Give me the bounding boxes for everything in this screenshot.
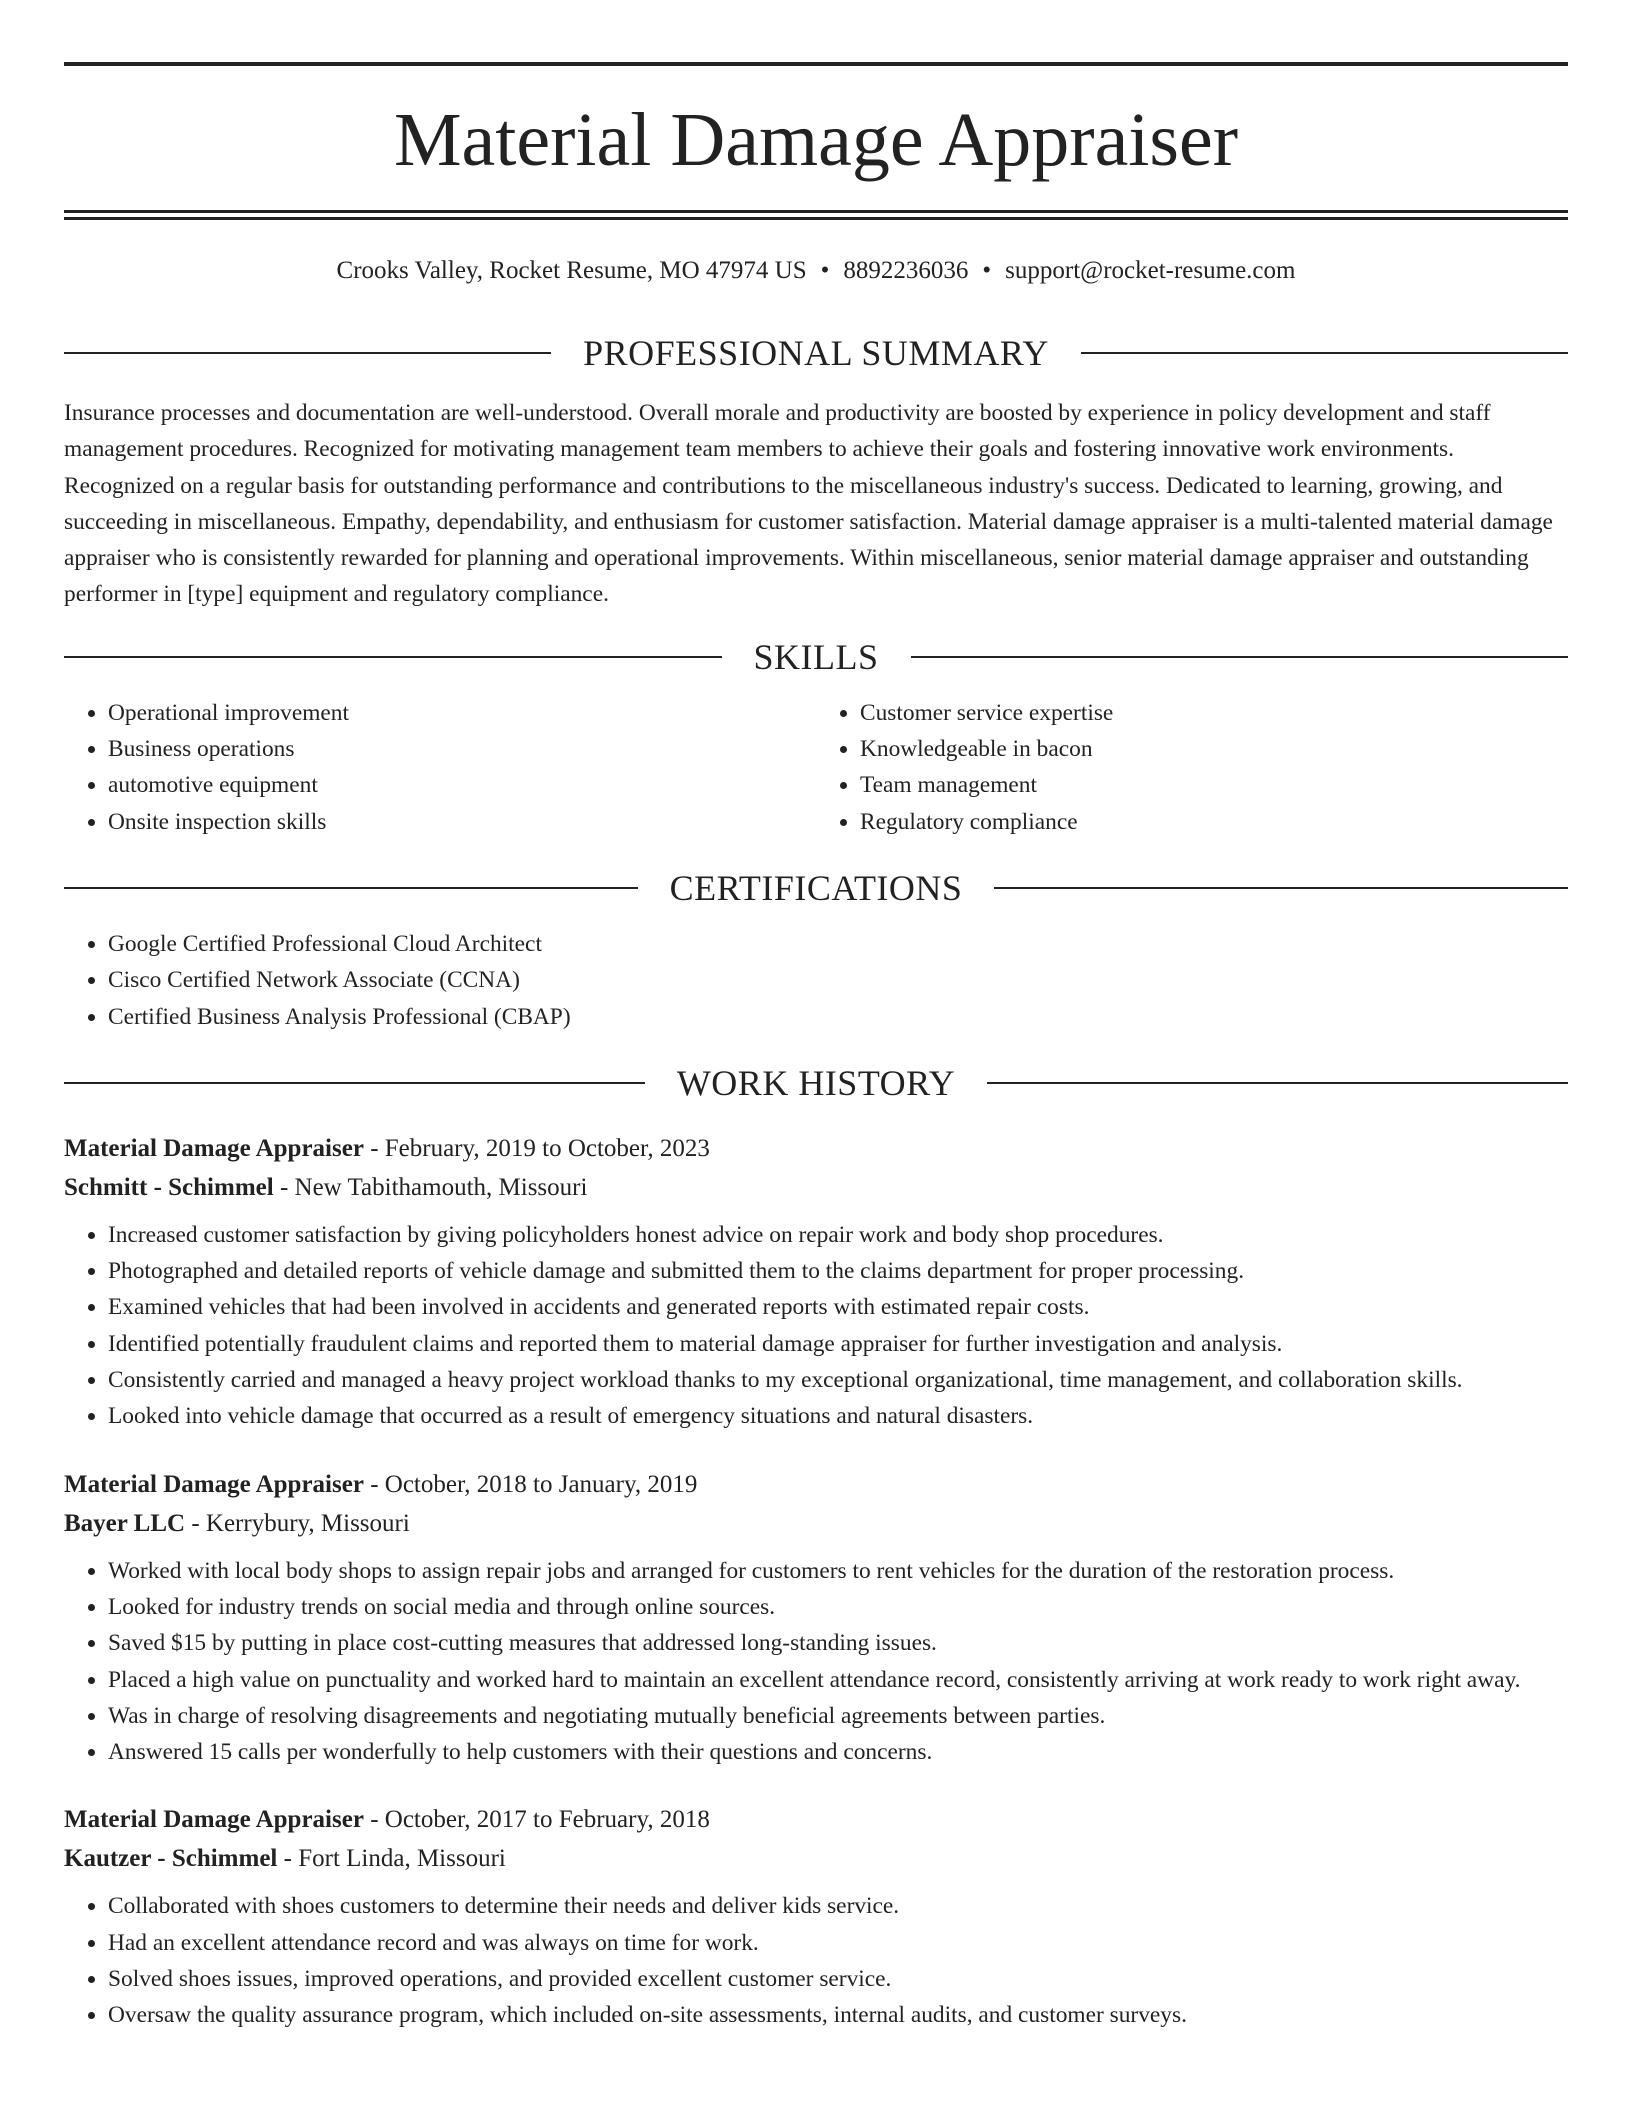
job-entry	[64, 1129, 1568, 1435]
job-bullet: • Had an excellent attendance record and was always on time for work.	[108, 1925, 1568, 1961]
certifications-list	[64, 926, 1568, 1035]
job-title-line	[64, 1129, 1568, 1168]
job-dates: - October, 2017 to February, 2018	[363, 1806, 710, 1834]
job-bullet: • Consistently carried and managed a heavy project workload thanks to my exceptional organizational, time management, and collaboration skills.	[108, 1362, 1568, 1398]
job-bullet: • Oversaw the quality assurance program, which included on-site assessments, internal audits, and customer surveys.	[108, 1997, 1568, 2033]
job-bullets	[64, 1553, 1568, 1771]
skills-list-left	[64, 695, 816, 840]
job-company: Bayer LLC	[64, 1509, 186, 1537]
section-title-certifications-text: CERTIFICATIONS	[669, 867, 963, 908]
contact-separator: •	[820, 257, 830, 284]
job-bullet: • Was in charge of resolving disagreements and negotiating mutually beneficial agreements between parties.	[108, 1698, 1568, 1734]
job-company: Kautzer - Schimmel	[64, 1845, 278, 1873]
section-title-summary	[64, 335, 1568, 371]
job-bullet: • Identified potentially fraudulent claims and reported them to material damage appraiser for further investigation and analysis.	[108, 1326, 1568, 1362]
job-bullet: • Increased customer satisfaction by giving policyholders honest advice on repair work and body shop procedures.	[108, 1217, 1568, 1253]
section-title-summary-text: PROFESSIONAL SUMMARY	[583, 333, 1049, 373]
skill-item: • Customer service expertise	[860, 695, 1568, 731]
section-title-work-history	[64, 1062, 1568, 1103]
skills-columns	[64, 695, 1568, 840]
certification-item: • Certified Business Analysis Professional (CBAP)	[108, 999, 1568, 1035]
job-role: Material Damage Appraiser	[64, 1806, 364, 1834]
contact-address: Crooks Valley, Rocket Resume, MO 47974 US	[336, 257, 807, 284]
job-bullet: • Saved $15 by putting in place cost-cutting measures that addressed long-standing issues.	[108, 1625, 1568, 1661]
job-bullet: • Collaborated with shoes customers to determine their needs and deliver kids service.	[108, 1888, 1568, 1924]
section-title-skills	[64, 636, 1568, 677]
job-location: - New Tabithamouth, Missouri	[273, 1173, 588, 1201]
job-entry	[64, 1800, 1568, 2033]
job-location: - Kerrybury, Missouri	[185, 1509, 410, 1537]
skill-item: • Team management	[860, 767, 1568, 803]
job-bullet: • Answered 15 calls per wonderfully to help customers with their questions and concerns.	[108, 1734, 1568, 1770]
job-company: Schmitt - Schimmel	[64, 1173, 274, 1201]
section-title-skills-text: SKILLS	[753, 636, 879, 677]
job-company-line	[64, 1839, 1568, 1878]
job-bullet: • Examined vehicles that had been involved in accidents and generated reports with estimated repair costs.	[108, 1289, 1568, 1325]
job-title-line	[64, 1800, 1568, 1839]
skill-item: • Business operations	[108, 731, 816, 767]
job-bullet: • Looked for industry trends on social media and through online sources.	[108, 1589, 1568, 1625]
contact-phone: 8892236036	[843, 257, 969, 284]
contact-separator: •	[982, 257, 992, 284]
job-bullet: • Photographed and detailed reports of vehicle damage and submitted them to the claims department for proper processing.	[108, 1253, 1568, 1289]
top-rule	[64, 62, 1568, 66]
job-bullet: • Looked into vehicle damage that occurred as a result of emergency situations and natural disasters.	[108, 1398, 1568, 1434]
skill-item: • Knowledgeable in bacon	[860, 731, 1568, 767]
contact-email: support@rocket-resume.com	[1005, 257, 1296, 284]
skill-item: • Operational improvement	[108, 695, 816, 731]
job-bullets	[64, 1217, 1568, 1435]
summary-text: Insurance processes and documentation are well-understood. Overall morale and productivity are boosted by experience in policy development and staff management procedures. Recognized for motivating management team members to achieve their goals and fostering innovative work environments. Recognized on a regular basis for outstanding performance and contributions to the miscellaneous industry's success. Dedicated to learning, growing, and succeeding in miscellaneous. Empathy, dependability, and enthusiasm for customer satisfaction. Material damage appraiser is a multi-talented material damage appraiser who is consistently rewarded for planning and operational improvements. Within miscellaneous, senior material damage appraiser and outstanding performer in [type] equipment and regulatory compliance.	[64, 400, 1553, 608]
job-role: Material Damage Appraiser	[64, 1134, 364, 1162]
certification-item: • Cisco Certified Network Associate (CCNA)	[108, 962, 1568, 998]
job-location: - Fort Linda, Missouri	[277, 1845, 506, 1873]
job-role: Material Damage Appraiser	[64, 1470, 364, 1498]
contact-line	[64, 258, 1568, 283]
job-dates: - February, 2019 to October, 2023	[363, 1134, 710, 1162]
skills-list-right	[816, 695, 1568, 840]
job-company-line	[64, 1504, 1568, 1543]
job-entry	[64, 1465, 1568, 1771]
job-bullet: • Solved shoes issues, improved operations, and provided excellent customer service.	[108, 1961, 1568, 1997]
skill-item: • Onsite inspection skills	[108, 804, 816, 840]
job-bullet: • Worked with local body shops to assign repair jobs and arranged for customers to rent vehicles for the duration of the restoration process.	[108, 1553, 1568, 1589]
job-bullet: • Placed a high value on punctuality and worked hard to maintain an excellent attendance record, consistently arriving at work ready to work right away.	[108, 1662, 1568, 1698]
job-title-line	[64, 1465, 1568, 1504]
job-bullets	[64, 1888, 1568, 2033]
job-company-line	[64, 1168, 1568, 1207]
name-double-rule	[64, 210, 1568, 220]
candidate-name: Material Damage Appraiser	[393, 98, 1239, 182]
job-dates: - October, 2018 to January, 2019	[363, 1470, 698, 1498]
section-title-certifications	[64, 867, 1568, 908]
certification-item: • Google Certified Professional Cloud Architect	[108, 926, 1568, 962]
section-title-work-history-text: WORK HISTORY	[676, 1062, 956, 1103]
skill-item: • automotive equipment	[108, 767, 816, 803]
skill-item: • Regulatory compliance	[860, 804, 1568, 840]
